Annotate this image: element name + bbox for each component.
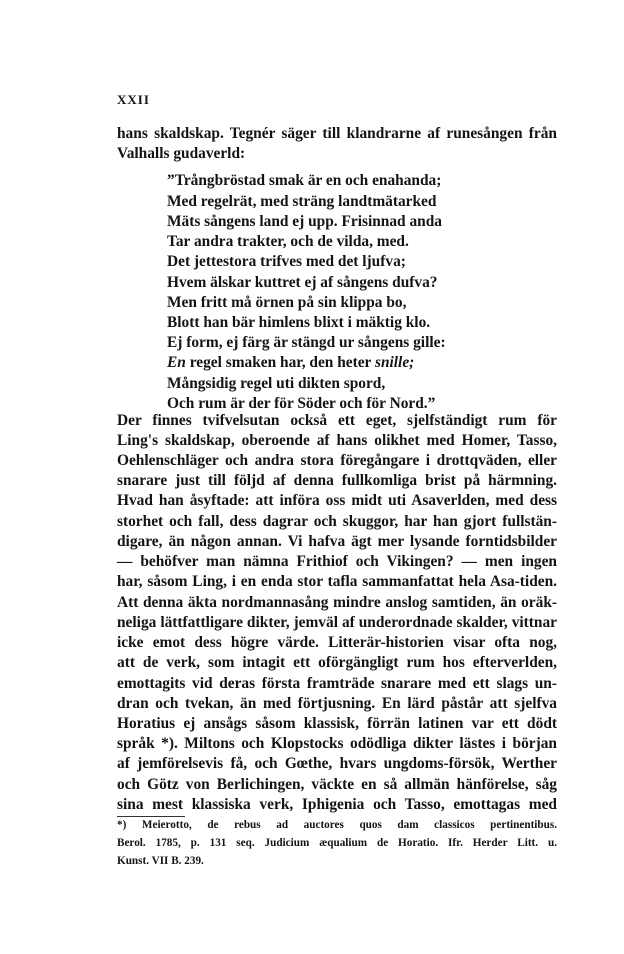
verse-line: Det jettestora trifves med det ljufva; — [167, 253, 406, 270]
body-line: icke emot dess högre värde. Litterär-historien visar ofta nog, — [117, 634, 557, 651]
verse-italic-word: En — [167, 354, 186, 371]
verse-line: Mångsidig regel uti dikten spord, — [167, 375, 386, 392]
body-line: af jemförelsevis få, och Gœthe, hvars ungdoms-försök, Werther — [117, 755, 557, 772]
intro-line: hans skaldskap. Tegnér säger till klandrarne af runesången från — [117, 125, 557, 142]
body-line: Der finnes tvifvelsutan också ett eget, sjelfständigt rum för — [117, 412, 557, 429]
verse-line: Men fritt må örnen på sin klippa bo, — [167, 294, 407, 311]
verse-line: Ej form, ej färg är stängd ur sångens gille: — [167, 334, 446, 351]
body-line: snarare just till följd af denna fullkomliga brist på härmning. — [117, 472, 557, 489]
page-number: XXII — [117, 92, 150, 107]
body-line: emottagits vid deras första framträde snarare med ett slags un- — [117, 675, 557, 692]
body-line: och Götz von Berlichingen, väckte en så allmän hänförelse, såg — [117, 776, 557, 793]
verse-line: Och rum är der för Söder och för Nord.” — [167, 395, 436, 412]
footnote-line: Kunst. VII B. 239. — [117, 855, 204, 867]
body-line: digare, än någon annan. Vi hafva ägt mer lysande forntidsbilder — [117, 533, 557, 550]
body-line: storhet och fall, dess dagrar och skuggor, har han gjort fullstän- — [117, 513, 557, 530]
footnote-rule — [117, 816, 185, 817]
body-line: Att denna äkta nordmannasång mindre anslog samtiden, än oräk- — [117, 594, 557, 611]
body-line: att de verk, som intagit ett oförgängligt rum hos efterverlden, — [117, 654, 557, 671]
verse-line-mixed — [167, 354, 414, 372]
footnote-line: *) Meierotto, de rebus ad auctores quos dam classicos pertinentibus. — [117, 819, 557, 831]
body-line: Hvad han åsyftade: att införa oss midt uti Asaverlden, med dess — [117, 492, 557, 509]
verse-line: Tar andra trakter, och de vilda, med. — [167, 233, 409, 250]
verse-line-text: regel smaken har, den heter — [189, 354, 372, 371]
body-line: neliga lättfattligare dikter, jemväl af underordnade skalder, vittnar — [117, 614, 557, 631]
footnote-line: Berol. 1785, p. 131 seq. Judicium æqualium de Horatio. Ifr. Herder Litt. u. — [117, 837, 557, 849]
verse-line: Mäts sångens land ej upp. Frisinnad anda — [167, 213, 442, 230]
verse-line: Med regelrät, med sträng landtmätarked — [167, 193, 437, 210]
verse-italic-word: snille; — [374, 354, 415, 371]
body-line: språk *). Miltons och Klopstocks odödliga dikter lästes i början — [117, 735, 557, 752]
body-line: sina mest klassiska verk, Iphigenia och Tasso, emottagas med — [117, 796, 557, 813]
verse-line: ”Trångbröstad smak är en och enahanda; — [167, 172, 442, 189]
intro-line: Valhalls gudaverld: — [117, 145, 246, 162]
verse-line: Hvem älskar kuttret ej af sångens dufva? — [167, 274, 438, 291]
body-line: har, såsom Ling, i en enda stor tafla sammanfattat hela Asa-tiden. — [117, 573, 557, 590]
body-line: Horatius ej ansågs såsom klassisk, förrän latinen var ett dödt — [117, 715, 557, 732]
body-line: — behöfver man nämna Frithiof och Vikingen? — men ingen — [117, 553, 557, 570]
body-line: Oehlenschläger och andra stora föregångare i drottqväden, eller — [117, 452, 557, 469]
body-line: dran och tvekan, än med förtjusning. En lärd påstår att sjelfva — [117, 695, 557, 712]
verse-line: Blott han bär himlens blixt i mäktig klo. — [167, 314, 431, 331]
body-line: Ling's skaldskap, oberoende af hans olikhet med Homer, Tasso, — [117, 432, 557, 449]
